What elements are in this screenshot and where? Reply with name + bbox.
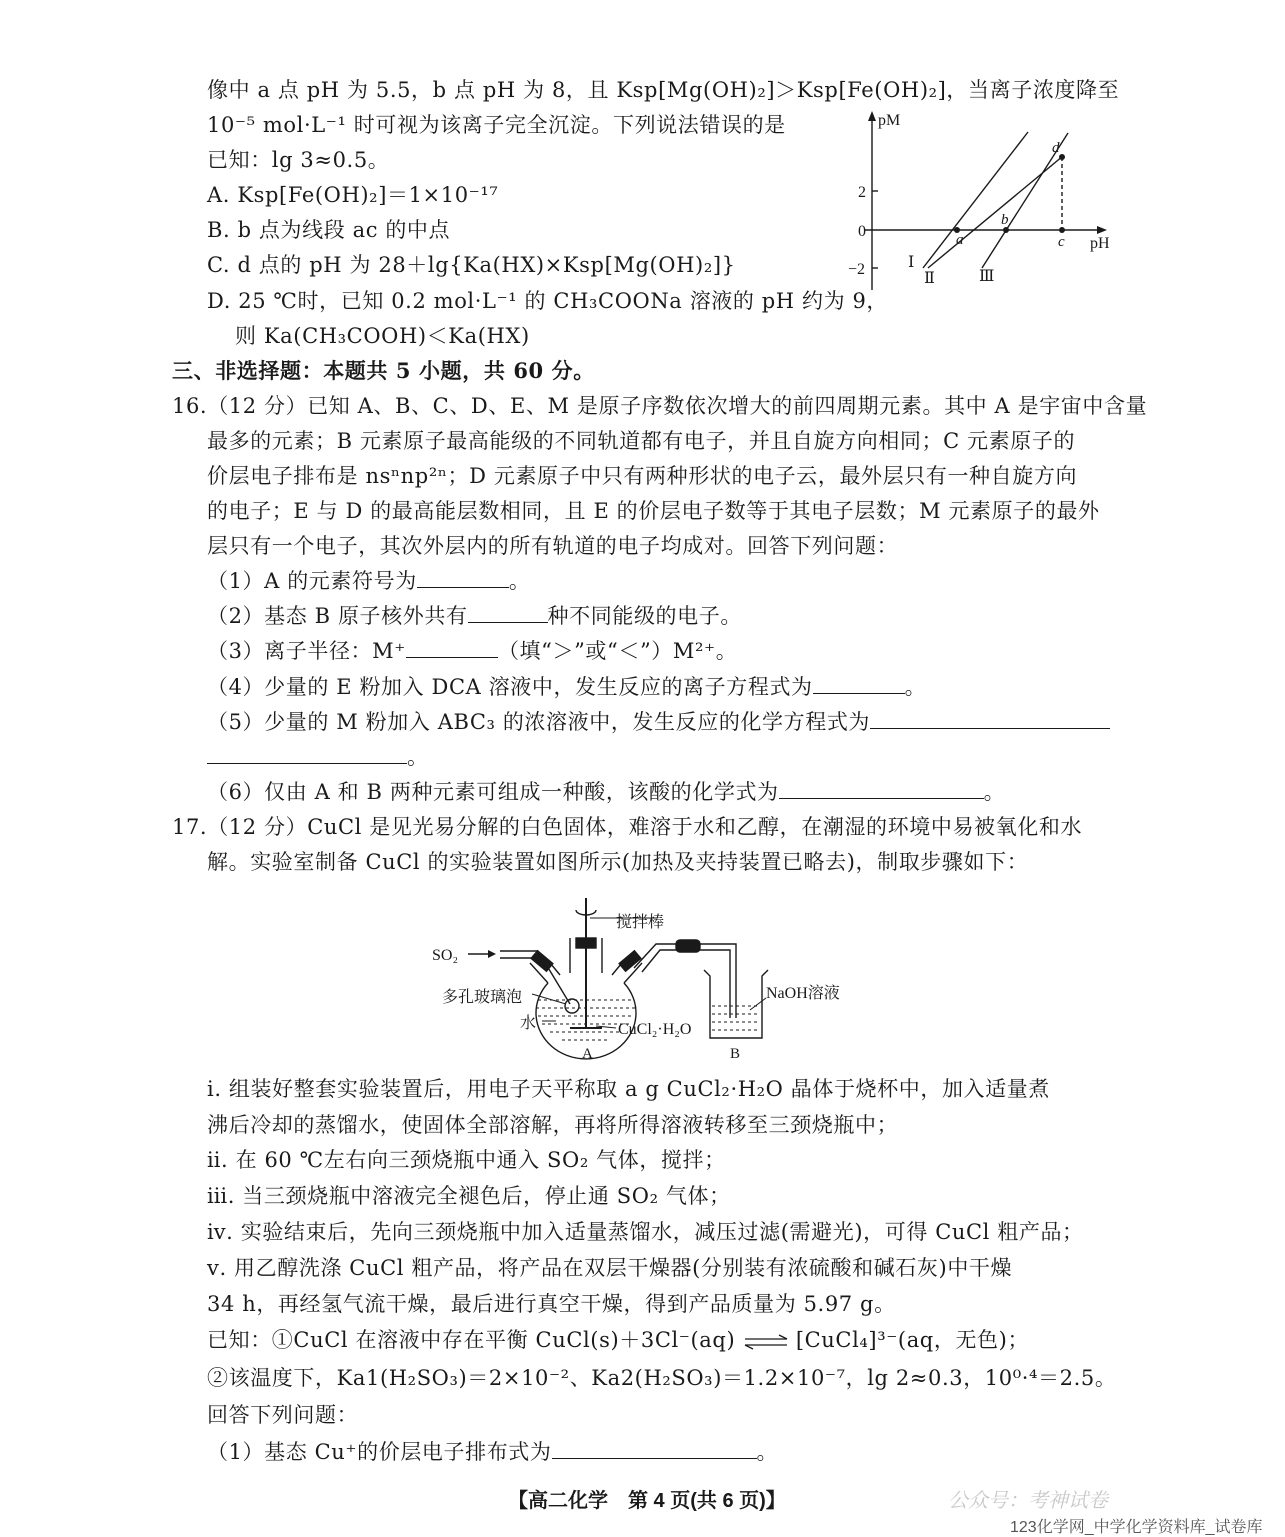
x-axis-label: pH	[1090, 235, 1110, 252]
line-label-I: Ⅰ	[908, 254, 915, 271]
x-axis-arrow	[1097, 226, 1107, 234]
q16-part-5	[207, 708, 1110, 736]
q16-part-4-answer-blank[interactable]	[813, 673, 905, 694]
y-axis-arrow	[868, 111, 876, 121]
q17-step-4: ⅳ. 实验结束后，先向三颈烧瓶中加入适量蒸馏水，减压过滤(需避光)，可得 CuCl 粗产品；	[207, 1220, 1084, 1244]
q16-part-1-end: 。	[508, 569, 531, 593]
q17-line-2: 解。实验室制备 CuCl 的实验装置如图所示(加热及夹持装置已略去)，制取步骤如下：	[207, 850, 1029, 874]
watermark-wechat: 公众号：考神试卷	[948, 1490, 1108, 1512]
q16-line-5: 层只有一个电子，其次外层内的所有轨道的电子均成对。回答下列问题：	[207, 534, 899, 558]
q16-part-2	[207, 602, 742, 630]
q17-part-1-end: 。	[756, 1440, 779, 1464]
q16-part-4	[207, 673, 926, 701]
q17-step-5-line-1: ⅴ. 用乙醇洗涤 CuCl 粗产品，将产品在双层干燥器(分别装有浓硫酸和碱石灰)中干燥	[207, 1256, 1013, 1280]
q16-part-2-end: 种不同能级的电子。	[547, 604, 742, 628]
q16-part-1-text: （1）A 的元素符号为	[207, 569, 417, 593]
q16-part-4-end: 。	[904, 675, 927, 699]
q16-part-6-answer-blank[interactable]	[779, 778, 984, 799]
y-tick-label-2: 2	[858, 184, 866, 201]
q16-line-4: 的电子；E 与 D 的最高能层数相同，且 E 的价层电子数等于其电子层数；M 元素原子的最外	[207, 499, 1100, 523]
question-15-text-line-2: 10⁻⁵ mol·L⁻¹ 时可视为该离子完全沉淀。下列说法错误的是	[207, 113, 786, 137]
line-I	[923, 132, 1028, 268]
flask-a-label: A	[582, 1046, 593, 1062]
section-3-heading: 三、非选择题：本题共 5 小题，共 60 分。	[172, 358, 595, 383]
q16-part-4-text: （4）少量的 E 粉加入 DCA 溶液中，发生反应的离子方程式为	[207, 675, 813, 699]
equilibrium-arrow	[743, 1334, 789, 1350]
outlet-tube-inner	[642, 950, 730, 1018]
porous-glass-bubble	[565, 999, 579, 1013]
q17-answer-prompt: 回答下列问题：	[207, 1403, 359, 1427]
q16-part-5-text: （5）少量的 M 粉加入 ABC₃ 的浓溶液中，发生反应的化学方程式为	[207, 710, 871, 734]
stirrer-label: 搅拌棒	[616, 914, 665, 931]
q17-part-1-text: （1）基态 Cu⁺的价层电子排布式为	[207, 1440, 552, 1464]
q17-known-1-left: 已知：①CuCl 在溶液中存在平衡 CuCl(s)＋3Cl⁻(aq)	[207, 1328, 736, 1352]
watermark-site: 123化学网_中学化学资料库_试卷库	[1010, 1519, 1263, 1536]
q16-part-2-answer-blank[interactable]	[468, 602, 548, 623]
label-c: c	[1058, 234, 1065, 250]
water-label: 水	[520, 1015, 537, 1032]
q16-part-1	[207, 567, 530, 595]
stopper-center	[576, 938, 596, 948]
q17-line-1: 17.（12 分）CuCl 是见光易分解的白色固体，难溶于水和乙醇，在潮湿的环境中易被氧化和水	[172, 815, 1083, 839]
known-condition: 已知：lg 3≈0.5。	[207, 148, 390, 172]
y-tick-label-0: 0	[858, 223, 866, 240]
q17-step-3: ⅲ. 当三颈烧瓶中溶液完全褪色后，停止通 SO₂ 气体；	[207, 1184, 731, 1208]
q16-part-5-answer-blank-2[interactable]	[207, 743, 407, 764]
q16-part-6-end: 。	[983, 780, 1006, 804]
option-d-line-1: D. 25 ℃时，已知 0.2 mol·L⁻¹ 的 CH₃COONa 溶液的 pH 约为 9，	[207, 289, 889, 313]
so2-label: SO₂	[432, 947, 459, 964]
point-d	[1059, 154, 1065, 160]
q17-part-1-answer-blank[interactable]	[552, 1438, 757, 1459]
q16-part-3-end: （填“＞”或“＜”）M²⁺。	[497, 639, 738, 663]
line-label-III: Ⅲ	[979, 268, 995, 285]
q17-part-1	[207, 1438, 778, 1466]
q16-part-3-answer-blank[interactable]	[406, 637, 498, 658]
naoh-label: NaOH溶液	[766, 985, 840, 1002]
option-a: A. Ksp[Fe(OH)₂]＝1×10⁻¹⁷	[207, 183, 499, 207]
q16-line-3: 价层电子排布是 nsⁿnp²ⁿ；D 元素原子中只有两种形状的电子云，最外层只有一种自旋方向	[207, 464, 1078, 488]
q16-part-2-text: （2）基态 B 原子核外共有	[207, 604, 468, 628]
option-b: B. b 点为线段 ac 的中点	[207, 218, 451, 242]
q17-step-1-line-2: 沸后冷却的蒸馏水，使固体全部溶解，再将所得溶液转移至三颈烧瓶中；	[207, 1113, 899, 1137]
tube-connector	[676, 940, 700, 952]
label-a: a	[956, 232, 964, 248]
y-tick-label-neg2: −2	[848, 261, 866, 278]
q16-part-5-cont	[207, 743, 429, 771]
q16-line-2: 最多的元素；B 元素原子最高能级的不同轨道都有电子，并且自旋方向相同；C 元素原子的	[207, 429, 1076, 453]
point-c	[1059, 227, 1065, 233]
q17-step-2: ⅱ. 在 60 ℃左右向三颈烧瓶中通入 SO₂ 气体，搅拌；	[207, 1148, 726, 1172]
label-d: d	[1052, 140, 1060, 156]
q17-known-1	[207, 1326, 1029, 1354]
label-b: b	[1001, 212, 1009, 228]
option-d-line-2: 则 Ka(CH₃COOH)＜Ka(HX)	[235, 324, 530, 348]
page-footer: 【高二化学 第 4 页(共 6 页)】	[508, 1490, 786, 1512]
question-15-text-line-1: 像中 a 点 pH 为 5.5，b 点 pH 为 8，且 Ksp[Mg(OH)₂]＞Ksp[Fe(OH)₂]，当离子浓度降至	[207, 78, 1120, 102]
q16-part-6	[207, 778, 1005, 806]
q16-part-3	[207, 637, 737, 665]
outlet-tube	[634, 944, 736, 1018]
q16-part-3-text: （3）离子半径：M⁺	[207, 639, 406, 663]
bubble-label: 多孔玻璃泡	[442, 989, 523, 1006]
option-c: C. d 点的 pH 为 28＋lg{Ka(HX)×Ksp[Mg(OH)₂]}	[207, 253, 736, 277]
naoh-pointer	[750, 998, 766, 1010]
y-axis-label: pM	[878, 112, 901, 129]
solid-label: CuCl₂·H₂O	[618, 1021, 692, 1038]
q17-step-1-line-1: ⅰ. 组装好整套实验装置后，用电子天平称取 a g CuCl₂·H₂O 晶体于烧杯中，加入适量煮	[207, 1077, 1050, 1101]
q17-step-5-line-2: 34 h，再经氢气流干燥，最后进行真空干燥，得到产品质量为 5.97 g。	[207, 1292, 896, 1316]
q16-part-1-answer-blank[interactable]	[417, 567, 509, 588]
q17-known-1-right: [CuCl₄]³⁻(aq，无色)；	[795, 1328, 1030, 1352]
apparatus-diagram	[420, 888, 870, 1068]
so2-arrow-head	[488, 950, 496, 958]
line-label-II: Ⅱ	[924, 270, 935, 287]
pm-ph-graph	[840, 108, 1130, 298]
q17-known-2: ②该温度下，Ka1(H₂SO₃)＝2×10⁻²、Ka2(H₂SO₃)＝1.2×10⁻⁷，lg 2≈0.3，10⁰·⁴＝2.5。	[207, 1366, 1117, 1390]
q16-part-5-end: 。	[407, 745, 429, 769]
q16-line-1: 16.（12 分）已知 A、B、C、D、E、M 是原子序数依次增大的前四周期元素。其中 A 是宇宙中含量	[172, 394, 1148, 418]
beaker-b-label: B	[730, 1046, 741, 1062]
q16-part-5-answer-blank[interactable]	[870, 708, 1110, 729]
q16-part-6-text: （6）仅由 A 和 B 两种元素可组成一种酸，该酸的化学式为	[207, 780, 779, 804]
